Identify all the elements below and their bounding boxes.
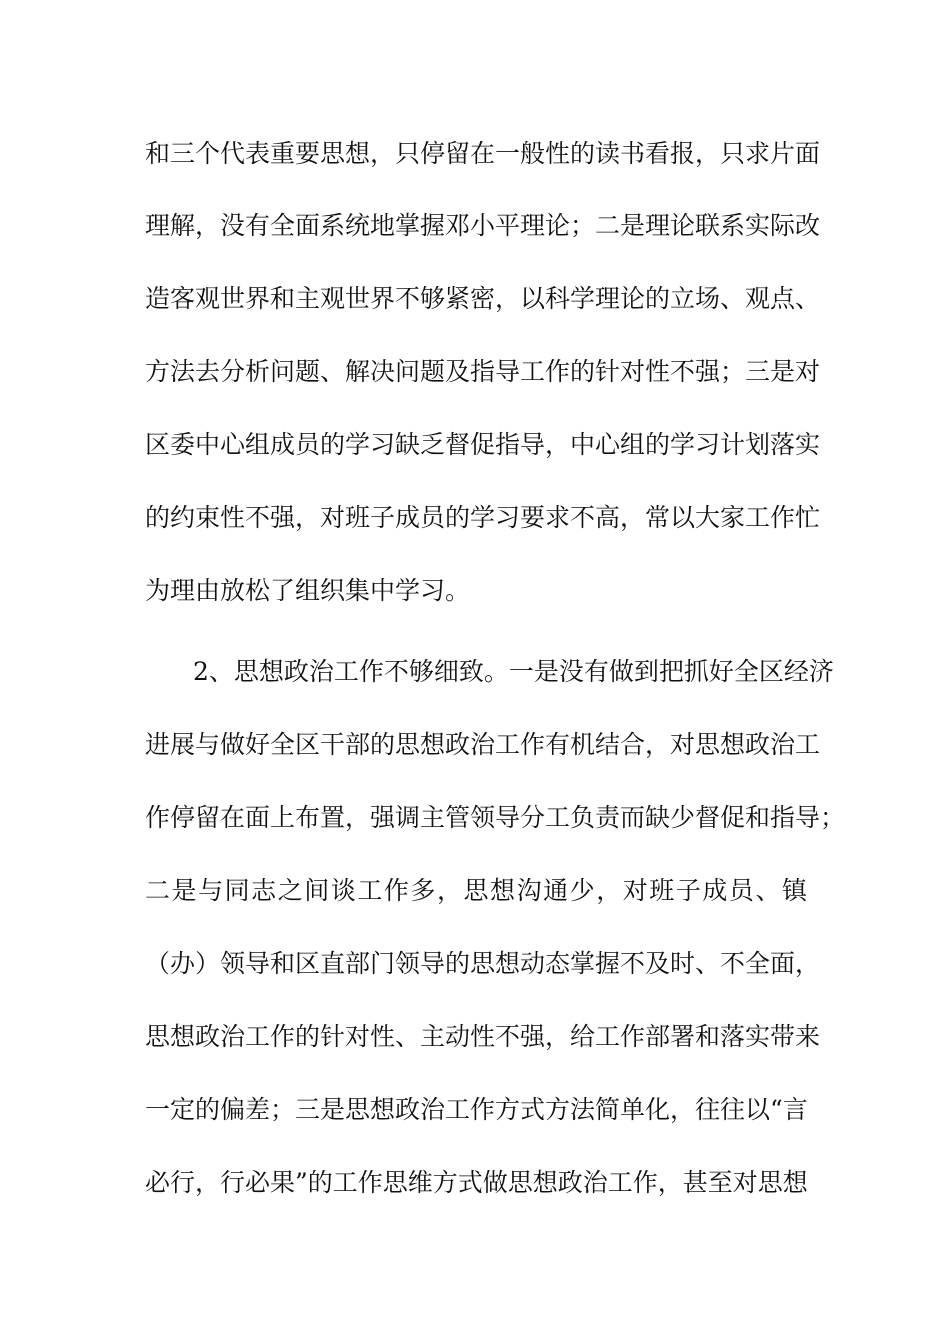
text-line-3: 造客观世界和主观世界不够紧密，以科学理论的立场、观点、 <box>145 284 821 313</box>
text-line-14: 一定的偏差；三是思想政治工作方式方法简单化，往往以“言 <box>145 1095 808 1124</box>
text-line-10: 作停留在面上布置，强调主管领导分工负责而缺少督促和指导； <box>145 803 846 832</box>
text-line-12: （办）领导和区直部门领导的思想动态掌握不及时、不全面， <box>145 949 821 978</box>
text-line-2: 理解，没有全面系统地掌握邓小平理论；二是理论联系实际改 <box>145 211 821 240</box>
text-line-8: 2、思想政治工作不够细致。一是没有做到把抓好全区经济 <box>193 657 834 686</box>
text-line-4: 方法去分析问题、解决问题及指导工作的针对性不强；三是对 <box>145 357 821 386</box>
text-line-11: 二是与同志之间谈工作多，思想沟通少，对班子成员、镇 <box>145 876 807 905</box>
text-line-13: 思想政治工作的针对性、主动性不强，给工作部署和落实带来 <box>145 1022 821 1051</box>
text-line-1: 和三个代表重要思想，只停留在一般性的读书看报，只求片面 <box>145 139 821 168</box>
text-line-9: 进展与做好全区干部的思想政治工作有机结合，对思想政治工 <box>145 730 821 759</box>
text-line-7: 为理由放松了组织集中学习。 <box>145 576 471 605</box>
text-line-5: 区委中心组成员的学习缺乏督促指导，中心组的学习计划落实 <box>145 430 821 459</box>
text-line-6: 的约束性不强，对班子成员的学习要求不高，常以大家工作忙 <box>145 503 821 532</box>
text-line-15: 必行，行必果”的工作思维方式做思想政治工作，甚至对思想 <box>145 1168 808 1197</box>
